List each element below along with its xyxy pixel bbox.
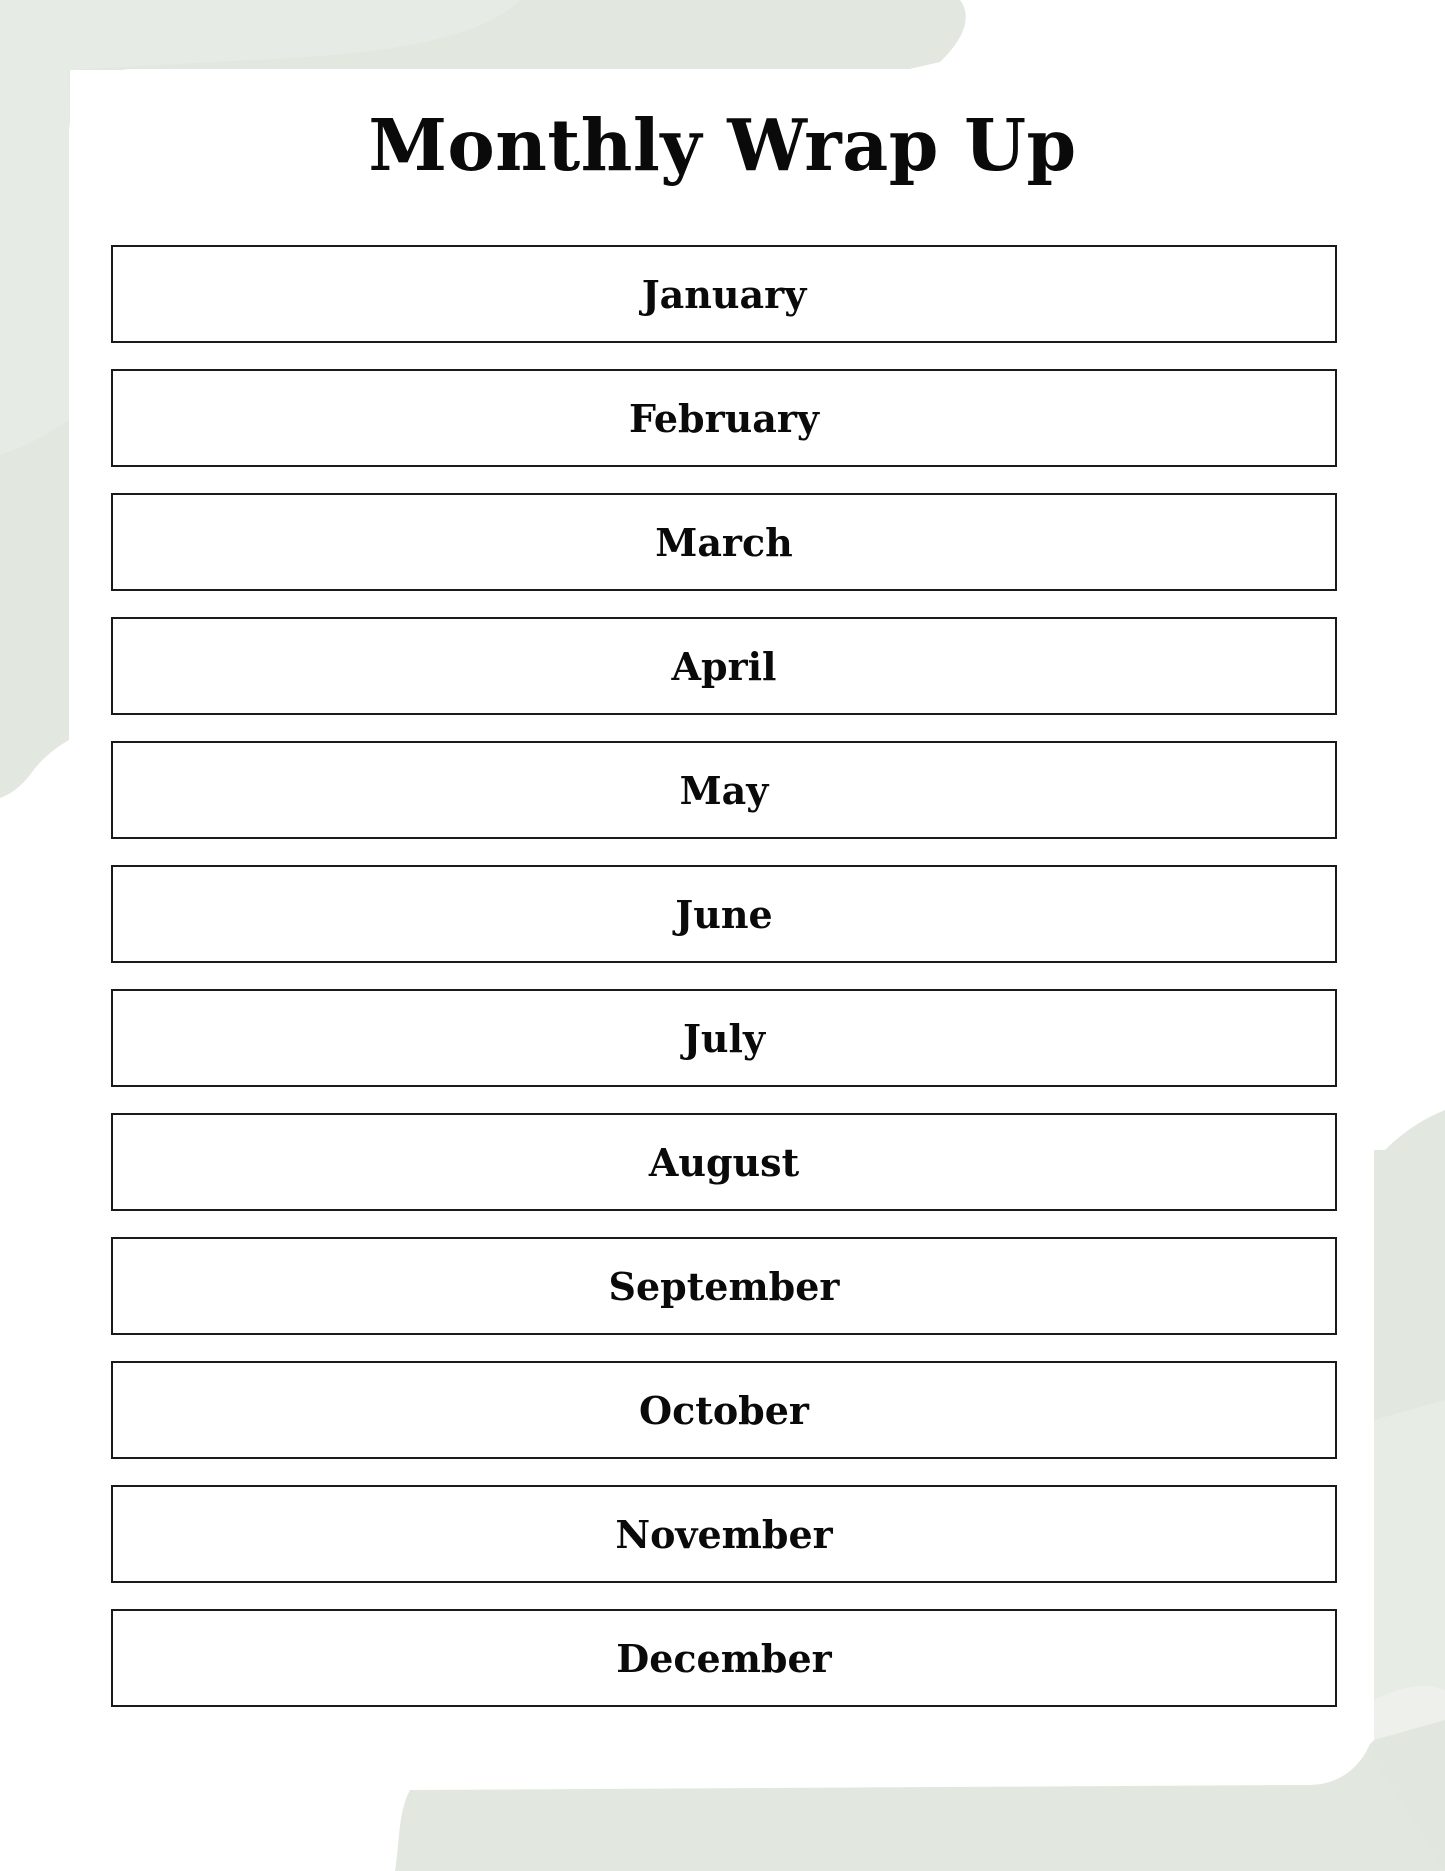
month-label: September — [608, 1263, 840, 1309]
month-row-january[interactable] — [111, 245, 1337, 343]
month-label: October — [639, 1387, 809, 1433]
month-label: April — [671, 643, 777, 689]
month-label: July — [682, 1015, 766, 1061]
month-label: February — [628, 395, 820, 441]
month-label: May — [679, 767, 769, 813]
months-list — [111, 245, 1337, 1733]
month-row-august[interactable] — [111, 1113, 1337, 1211]
month-label: January — [641, 271, 807, 317]
month-label: November — [615, 1511, 833, 1557]
month-row-july[interactable] — [111, 989, 1337, 1087]
month-row-february[interactable] — [111, 369, 1337, 467]
month-label: December — [616, 1635, 832, 1681]
month-row-june[interactable] — [111, 865, 1337, 963]
month-label: March — [655, 519, 793, 565]
month-row-november[interactable] — [111, 1485, 1337, 1583]
month-row-december[interactable] — [111, 1609, 1337, 1707]
month-row-april[interactable] — [111, 617, 1337, 715]
month-row-may[interactable] — [111, 741, 1337, 839]
month-row-september[interactable] — [111, 1237, 1337, 1335]
month-row-october[interactable] — [111, 1361, 1337, 1459]
month-label: June — [675, 891, 773, 937]
month-label: August — [648, 1139, 800, 1185]
page-title: Monthly Wrap Up — [368, 103, 1077, 187]
month-row-march[interactable] — [111, 493, 1337, 591]
